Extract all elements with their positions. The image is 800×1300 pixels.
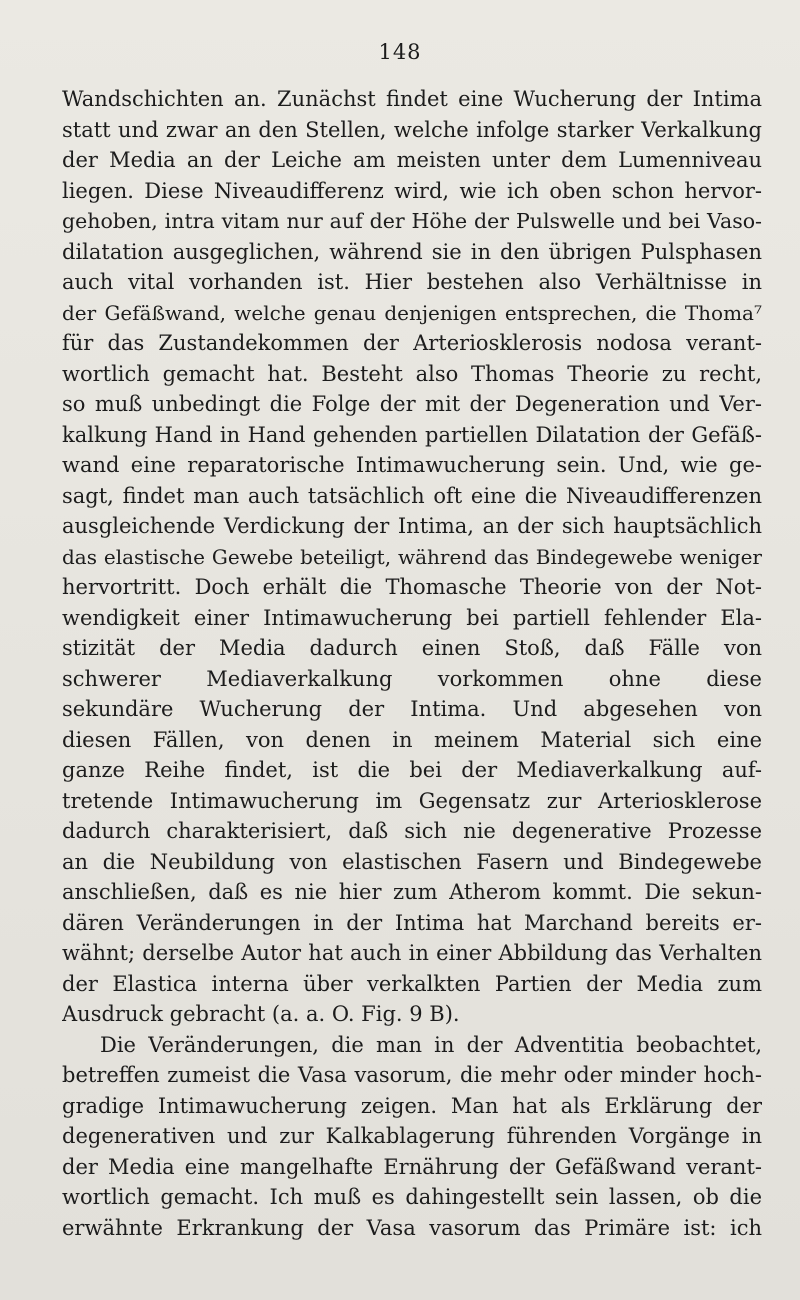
text-line: Die Veränderungen, die man in der Adventitia beobachtet, [100,1032,762,1057]
text-line: sekundäre Wucherung der Intima. Und abgesehen von [62,697,762,721]
text-line: degenerativen und zur Kalkablagerung führenden Vorgänge in [62,1124,762,1148]
text-line: wortlich gemacht. Ich muß es dahingestellt sein lassen, ob die [62,1185,762,1209]
text-line: der Media eine mangelhafte Ernährung der Gefäßwand verant- [62,1154,762,1179]
text-line: stizität der Media dadurch einen Stoß, daß Fälle von [62,636,762,660]
text-line: erwähnte Erkrankung der Vasa vasorum das Primäre ist: ich [62,1215,762,1240]
text-line: schwerer Mediaverkalkung vorkommen ohne diese [62,666,762,691]
text-line: der Media an der Leiche am meisten unter dem Lumenniveau [62,148,762,172]
text-line: das elastische Gewebe beteiligt, während das Bindegewebe weniger [62,544,762,569]
text-line: wendigkeit einer Intimawucherung bei partiell fehlender Ela- [62,605,762,630]
text-line: ganze Reihe findet, ist die bei der Mediaverkalkung auf- [62,758,762,782]
text-line: der Elastica interna über verkalkten Partien der Media zum [62,971,762,996]
text-line: betreffen zumeist die Vasa vasorum, die mehr oder minder hoch- [62,1063,762,1087]
paragraph-2 [62,1030,762,1244]
page-number: 148 [378,40,422,64]
text-line: auch vital vorhanden ist. Hier bestehen also Verhältnisse in [62,270,762,294]
text-line: Ausdruck gebracht (a. a. O. Fig. 9 B). [62,1002,460,1026]
text-line: dilatation ausgeglichen, während sie in den übrigen Pulsphasen [62,239,762,264]
text-line: liegen. Diese Niveaudifferenz wird, wie ich oben schon hervor- [62,178,762,203]
text-line: wand eine reparatorische Intimawucherung sein. Und, wie ge- [62,453,762,477]
text-line: diesen Fällen, von denen in meinem Material sich eine [62,727,762,752]
text-line: anschließen, daß es nie hier zum Atherom kommt. Die sekun- [62,880,762,904]
text-line: gehoben, intra vitam nur auf der Höhe der Pulswelle und bei Vaso- [62,209,762,233]
text-line: hervortritt. Doch erhält die Thomasche Theorie von der Not- [62,575,762,599]
text-line: kalkung Hand in Hand gehenden partiellen Dilatation der Gefäß- [62,422,762,447]
text-line: gradige Intimawucherung zeigen. Man hat als Erklärung der [62,1093,762,1118]
text-line: für das Zustandekommen der Arteriosklerosis nodosa verant- [62,331,762,355]
paragraph-1 [62,84,762,1030]
text-line: dadurch charakterisiert, daß sich nie degenerative Prozesse [62,819,762,843]
text-line: sagt, findet man auch tatsächlich oft eine die Niveaudifferenzen [62,483,762,508]
text-line: ausgleichende Verdickung der Intima, an der sich hauptsächlich [62,514,762,538]
text-line: der Gefäßwand, welche genau denjenigen entsprechen, die Thoma⁷ [62,300,762,325]
text-line: statt und zwar an den Stellen, welche infolge starker Verkalkung [62,117,762,142]
text-line: Wandschichten an. Zunächst findet eine Wucherung der Intima [62,87,762,111]
body-text [62,84,762,1243]
text-line: wortlich gemacht hat. Besteht also Thomas Theorie zu recht, [62,361,762,386]
text-line: so muß unbedingt die Folge der mit der Degeneration und Ver- [62,392,762,416]
text-line: wähnt; derselbe Autor hat auch in einer Abbildung das Verhalten [62,941,762,965]
text-line: an die Neubildung von elastischen Fasern und Bindegewebe [62,849,762,874]
text-line: tretende Intimawucherung im Gegensatz zur Arteriosklerose [62,788,762,813]
text-line: dären Veränderungen in der Intima hat Marchand bereits er- [62,910,762,935]
